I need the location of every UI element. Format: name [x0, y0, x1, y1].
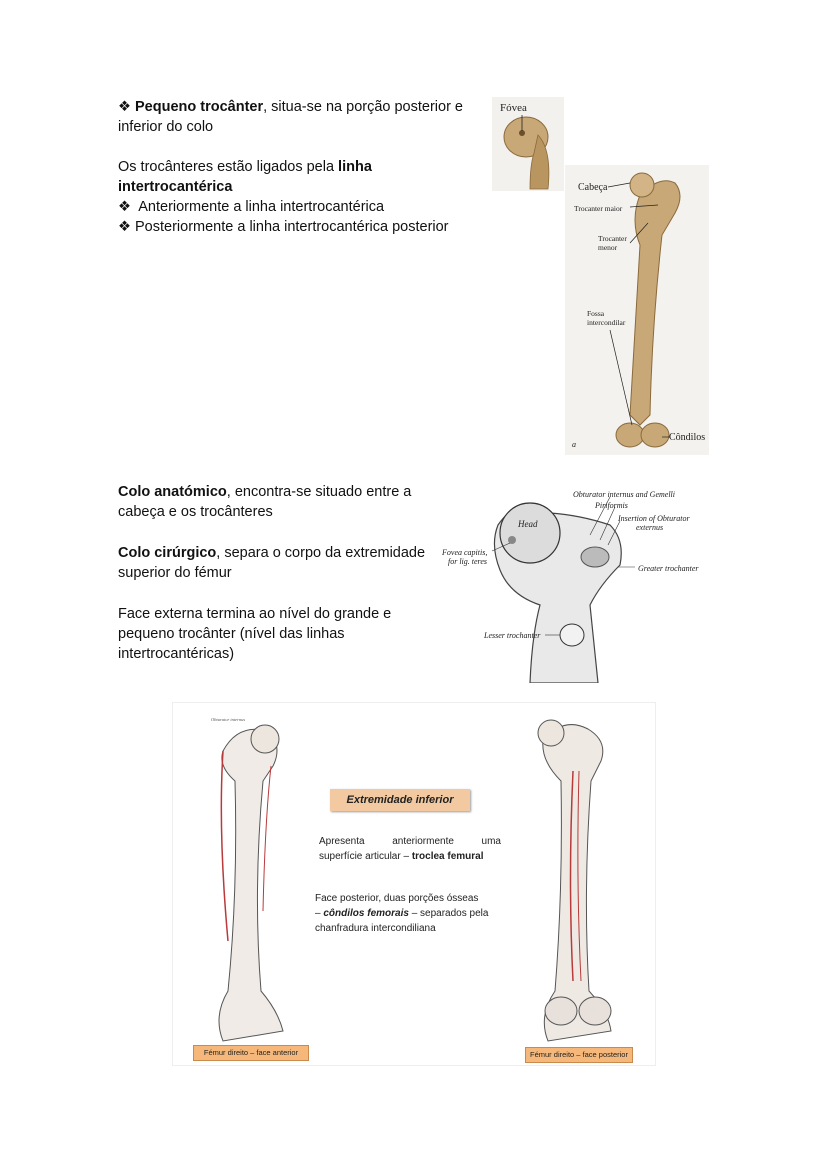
- fossa-label-2: intercondilar: [587, 318, 626, 327]
- line-colo-anatomico-2: cabeça e os trocânteres: [118, 504, 273, 520]
- posterior-condyle-medial: [545, 997, 577, 1025]
- medial-condyle: [616, 423, 644, 447]
- femur-photo-figure: [490, 95, 710, 457]
- insertion-label-1: Insertion of Obturator: [618, 514, 690, 523]
- lesser-trochanter-label: Lesser trochanter: [484, 631, 541, 640]
- section1-text: [118, 97, 478, 237]
- line-inferior-colo: inferior do colo: [118, 119, 214, 135]
- obturator-label: Obturator internus and Gemelli: [573, 490, 675, 499]
- femur-anterior-drawing: [183, 711, 313, 1051]
- insertion-label-2: externus: [636, 523, 664, 532]
- proximal-femur-engraving: [440, 485, 710, 683]
- femur-head: [630, 173, 654, 197]
- fovea-capitis-pit: [508, 536, 516, 544]
- line-face-externa-3: intertrocantéricas): [118, 646, 235, 662]
- trocanter-menor-label-1: Trocanter: [598, 234, 627, 243]
- piriformis-label: Piriformis: [595, 501, 628, 510]
- trocanter-menor-label-2: menor: [598, 243, 618, 252]
- muscle-line-right: [263, 766, 271, 911]
- line-trocanteres-ligados: Os trocânteres estão ligados pela linha intertrocantérica: [118, 159, 372, 195]
- posterior-femur-outline: [543, 725, 611, 1041]
- lesser-trochanter-shape: [560, 624, 584, 646]
- condilos-label: Côndilos: [669, 432, 706, 443]
- line-colo-cirurgico-2: superior do fémur: [118, 565, 232, 581]
- bullet-posteriormente: ❖ Posteriormente a linha intertrocantérica posterior: [118, 219, 449, 235]
- line-face-externa-2: pequeno trocânter (nível das linhas: [118, 626, 345, 642]
- diamond-bullet-icon: ❖: [118, 199, 131, 215]
- femur-head-engraving: [500, 503, 560, 563]
- diamond-bullet-icon: ❖: [118, 219, 131, 235]
- trocanter-maior-label: Trocanter maior: [574, 204, 623, 213]
- line-face-externa-1: Face externa termina ao nível do grande e: [118, 606, 392, 622]
- line-pequeno-trocanter: ❖ Pequeno trocânter, situa-se na porção posterior e: [118, 99, 463, 115]
- section2-text: [118, 482, 438, 664]
- greater-trochanter-label: Greater trochanter: [638, 564, 699, 573]
- diamond-bullet-icon: ❖: [118, 99, 131, 115]
- fossa-label-1: Fossa: [587, 309, 605, 318]
- fovea-capitis-label-1: Fovea capitis,: [442, 548, 488, 557]
- posterior-condyle-lateral: [579, 997, 611, 1025]
- slide-figure: [172, 702, 656, 1066]
- anterior-head: [251, 725, 279, 753]
- slide-paragraph-1: Apresenta anteriormente uma superfície articular – troclea femural: [319, 836, 501, 862]
- lateral-condyle: [641, 423, 669, 447]
- fovea-capitis-label-2: for lig. teres: [448, 557, 488, 566]
- caption-anterior: Fémur direito – face anterior: [193, 1045, 309, 1061]
- tiny-label: Obturator internus: [211, 717, 246, 722]
- slide-paragraph-2: Face posterior, duas porções ósseas – côndilos femorais – separados pela chanfradura intercondiliana: [315, 893, 489, 934]
- trochanteric-fossa: [581, 547, 609, 567]
- head-label: Head: [518, 519, 538, 529]
- panel-letter: a: [572, 440, 576, 449]
- anterior-femur-outline: [219, 729, 283, 1041]
- fovea-label: Fóvea: [500, 102, 527, 114]
- femur-posterior-drawing: [513, 711, 643, 1051]
- posterior-head: [538, 720, 564, 746]
- bullet-anteriormente: ❖ Anteriormente a linha intertrocantérica: [118, 199, 385, 215]
- slide-title: Extremidade inferior: [330, 789, 470, 811]
- caption-posterior: Fémur direito – face posterior: [525, 1047, 633, 1063]
- line-colo-cirurgico: Colo cirúrgico, separa o corpo da extremidade: [118, 545, 426, 561]
- line-colo-anatomico: Colo anatómico, encontra-se situado entre a: [118, 484, 412, 500]
- muscle-line-left: [221, 751, 228, 941]
- cabeca-label: Cabeça: [578, 182, 608, 193]
